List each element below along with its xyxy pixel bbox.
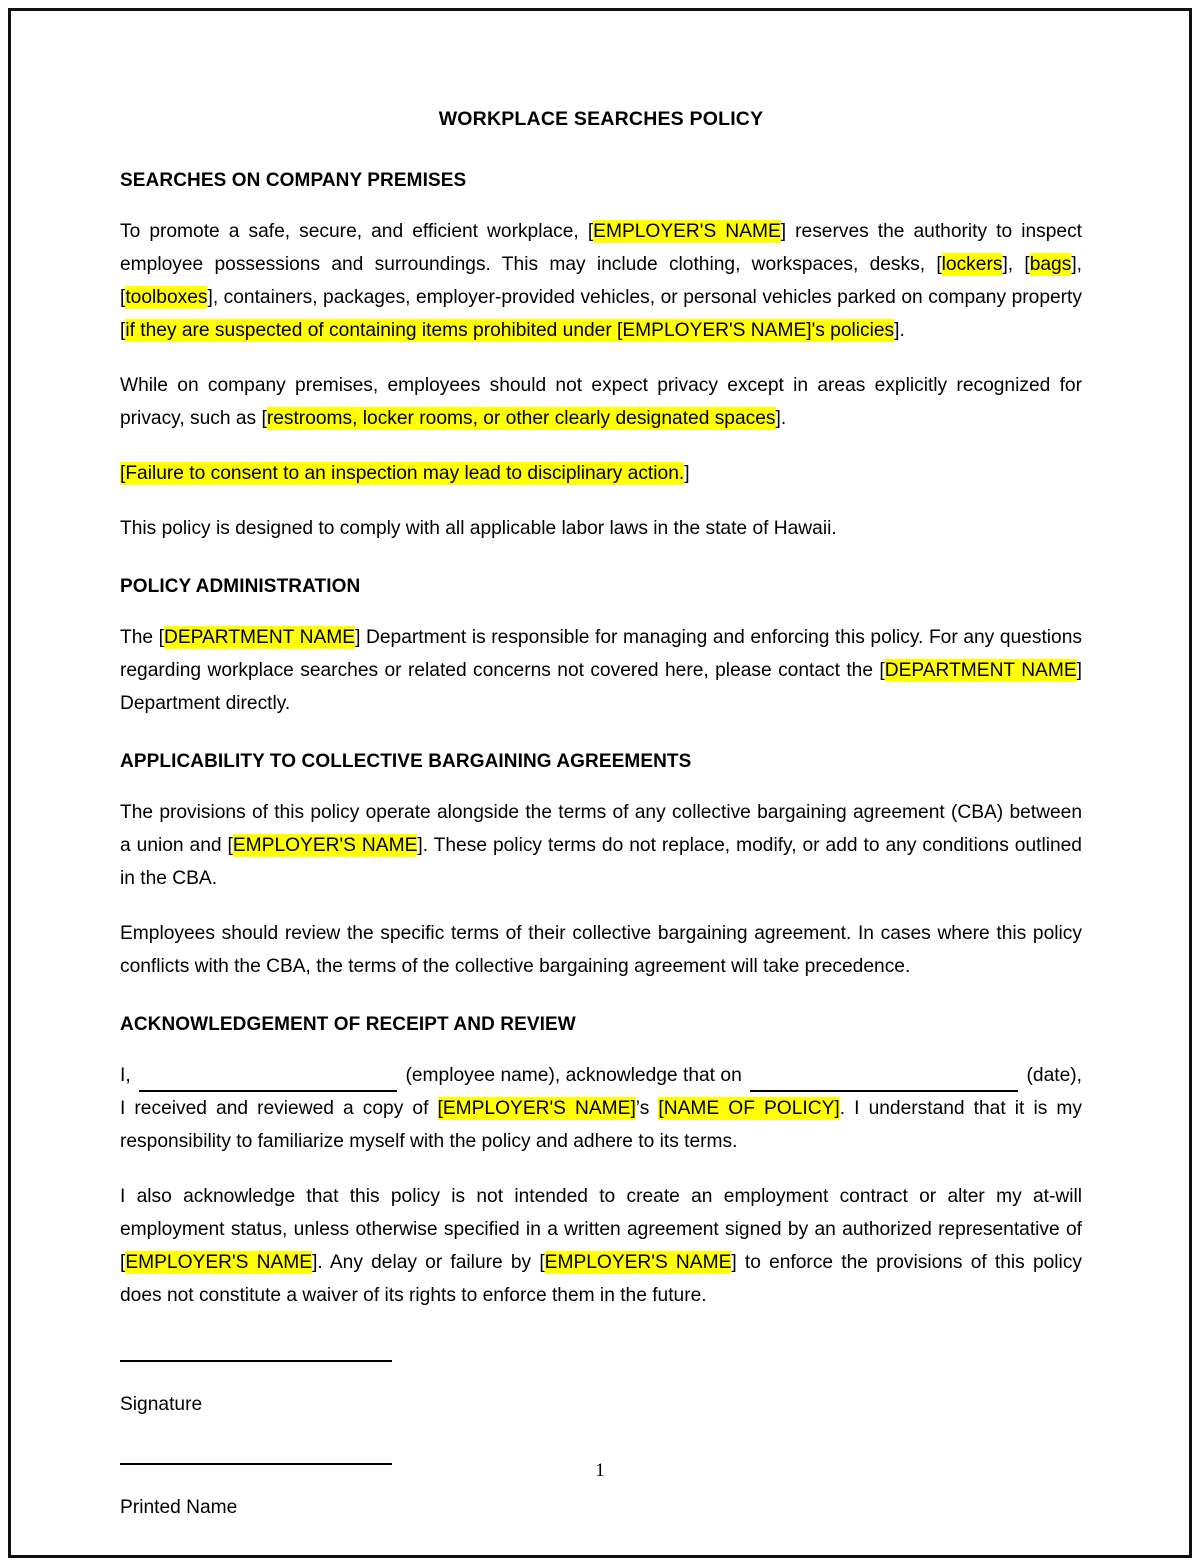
highlight-employer-name-ack: [EMPLOYER'S NAME]: [437, 1097, 636, 1119]
signature-block: [120, 1360, 1082, 1522]
text-run: ]. These policy terms do not replace, modify, or add to any conditions outlined in the CBA.: [120, 834, 1082, 889]
paragraph-administration: [120, 621, 1082, 720]
highlight-department-name-1: DEPARTMENT NAME: [163, 627, 356, 649]
date-blank[interactable]: [750, 1072, 1018, 1092]
document-content: [120, 108, 1082, 1566]
highlight-suspected-clause: if they are suspected of containing items prohibited under [EMPLOYER'S NAME]'s policies: [125, 320, 895, 342]
text-run: Employees should review the specific terms of their collective bargaining agreement. In cases where this policy conflicts with the CBA, the terms of the collective bargaining agreement will take precedence.: [120, 922, 1082, 977]
text-run: ]: [684, 463, 690, 485]
text-run: ], [: [120, 254, 1082, 309]
highlight-private-areas: restrooms, locker rooms, or other clearly designated spaces: [266, 408, 776, 430]
text-run: ].: [775, 408, 787, 430]
text-run: ] reserves the authority to inspect employee possessions and surroundings. This may include clothing, workspaces, desks, [: [120, 221, 1083, 276]
text-run: To promote a safe, secure, and efficient workplace, [: [120, 221, 594, 243]
text-run: ’s: [635, 1097, 659, 1119]
section-heading-cba: APPLICABILITY TO COLLECTIVE BARGAINING AGREEMENTS: [120, 751, 692, 773]
employee-name-blank[interactable]: [139, 1072, 397, 1092]
text-run: (date), I received and reviewed a copy of: [120, 1064, 1082, 1119]
text-run: ] Department directly.: [120, 660, 1082, 715]
text-run: . I understand that it is my responsibility to familiarize myself with the policy and adhere to its terms.: [120, 1097, 1082, 1152]
highlight-lockers: lockers: [941, 254, 1003, 276]
text-run: ] Department is responsible for managing and enforcing this policy. For any questions regarding workplace searches or related concerns not covered here, please contact the [: [120, 627, 1082, 682]
text-run: ], [: [1002, 254, 1030, 276]
signature-field-group: [120, 1360, 1082, 1419]
paragraph-at-will-disclaimer: [120, 1180, 1082, 1312]
highlight-failure-to-consent: [Failure to consent to an inspection may lead to disciplinary action.: [120, 463, 685, 485]
text-run: This policy is designed to comply with all applicable labor laws in the state of Hawaii.: [120, 518, 837, 540]
paragraph-searches-scope: [120, 215, 1082, 347]
text-run: ] to enforce the provisions of this policy does not constitute a waiver of its rights to enforce them in the future.: [120, 1251, 1083, 1306]
section-heading-searches: SEARCHES ON COMPANY PREMISES: [120, 170, 467, 192]
text-run: ]. Any delay or failure by [: [312, 1251, 545, 1273]
signature-label: Signature: [120, 1393, 203, 1415]
highlight-employer-name-cba: EMPLOYER'S NAME: [232, 834, 418, 856]
text-run: I also acknowledge that this policy is not intended to create an employment contract or alter my at-will employment status, unless otherwise specified in a written agreement signed by an authorized representative of [: [120, 1185, 1082, 1273]
highlight-employer-name: EMPLOYER'S NAME: [593, 221, 781, 243]
highlight-bags: bags: [1029, 254, 1072, 276]
signature-line[interactable]: [120, 1360, 392, 1362]
paragraph-cba-precedence: [120, 917, 1082, 983]
page-number: 1: [595, 1460, 605, 1481]
text-run: The provisions of this policy operate alongside the terms of any collective bargaining agreement (CBA) between a union and [: [120, 801, 1082, 856]
highlight-employer-name-representative: EMPLOYER'S NAME: [125, 1251, 313, 1273]
section-heading-administration: POLICY ADMINISTRATION: [120, 576, 361, 598]
text-run: The [: [120, 627, 164, 649]
paragraph-labor-law-compliance: [120, 512, 1082, 545]
text-run: (employee name), acknowledge that on: [400, 1064, 748, 1086]
text-run: ], containers, packages, employer-provided vehicles, or personal vehicles parked on company property [: [120, 287, 1082, 342]
printed-name-label: Printed Name: [120, 1496, 238, 1518]
text-run: I,: [120, 1064, 137, 1086]
highlight-name-of-policy: [NAME OF POLICY]: [658, 1097, 840, 1119]
page-title: WORKPLACE SEARCHES POLICY: [438, 108, 764, 130]
highlight-toolboxes: toolboxes: [125, 287, 208, 309]
paragraph-cba-provisions: [120, 796, 1082, 895]
highlight-employer-name-enforce: EMPLOYER'S NAME: [544, 1251, 732, 1273]
section-heading-acknowledgement: ACKNOWLEDGEMENT OF RECEIPT AND REVIEW: [120, 1013, 576, 1035]
text-run: ].: [894, 320, 905, 342]
highlight-department-name-2: DEPARTMENT NAME: [884, 660, 1077, 682]
text-run: While on company premises, employees should not expect privacy except in areas explicitly recognized for privacy, such as [: [120, 375, 1082, 430]
paragraph-acknowledgement-receipt: [120, 1059, 1082, 1158]
paragraph-privacy-expectation: [120, 369, 1082, 435]
paragraph-failure-to-consent: [120, 457, 1082, 490]
